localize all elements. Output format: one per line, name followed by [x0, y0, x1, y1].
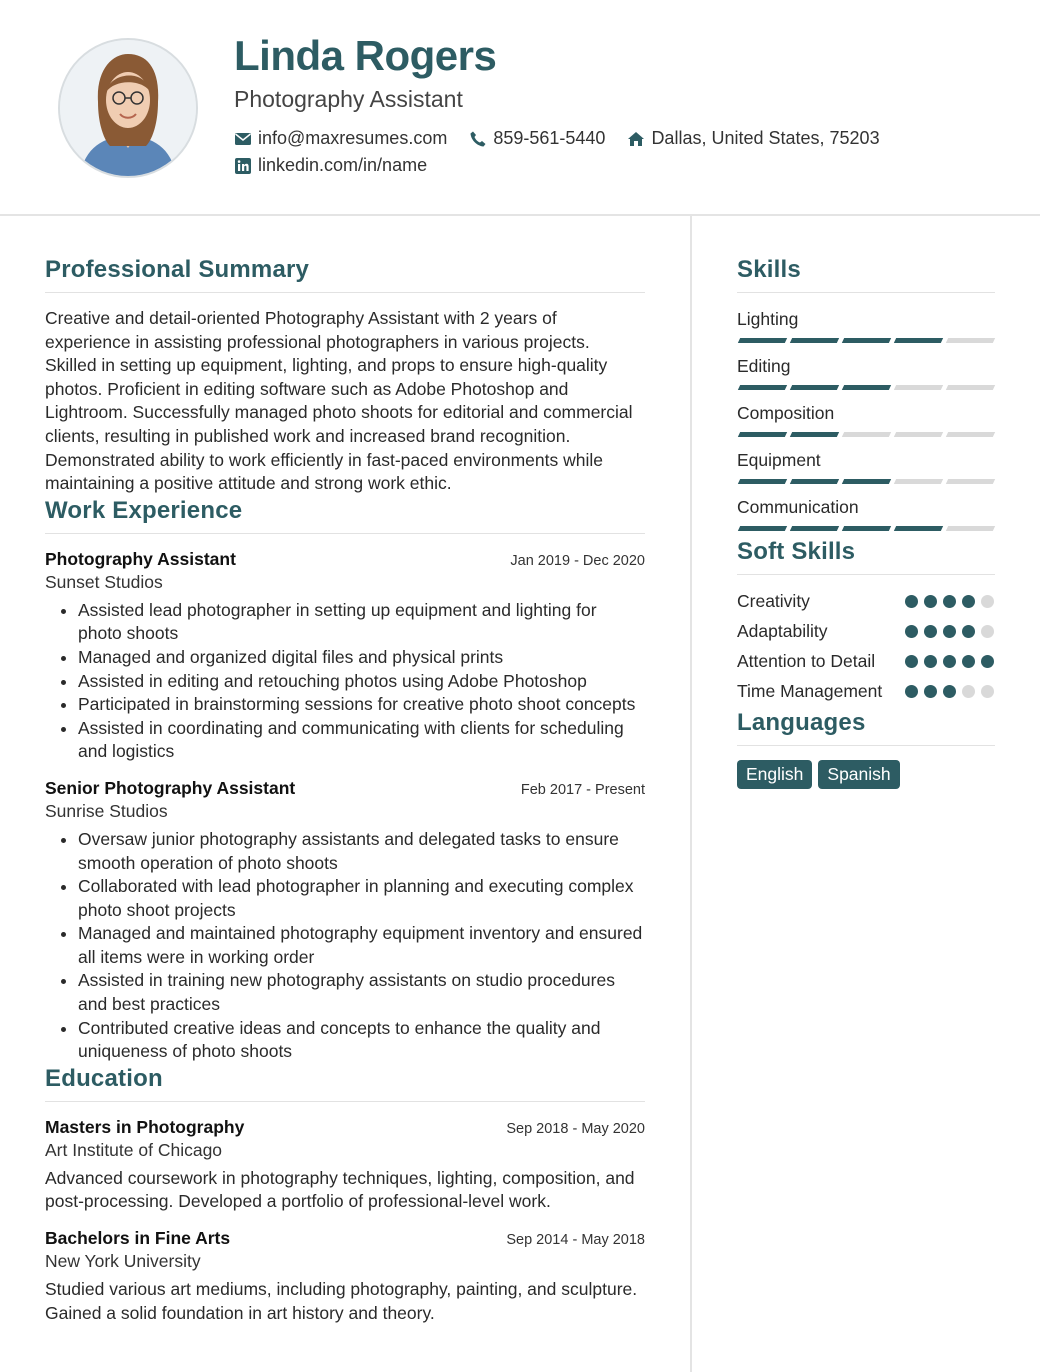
- skill-segment-filled: [790, 385, 839, 390]
- rating-dot-filled: [962, 625, 975, 638]
- skill-segment-filled: [790, 526, 839, 531]
- skill-segment-filled: [738, 526, 787, 531]
- soft-skill-name: Adaptability: [737, 621, 828, 641]
- bullet-item: • Oversaw junior photography assistants and delegated tasks to ensure smooth operation of photo shoots: [78, 828, 645, 875]
- skill-level-bar: [739, 526, 995, 531]
- soft-skill-name: Time Management: [737, 681, 883, 701]
- skill-item: [737, 401, 995, 437]
- rating-dot-filled: [943, 655, 956, 668]
- rating-dot-empty: [962, 685, 975, 698]
- contact-row: [234, 128, 902, 149]
- skill-item: [737, 354, 995, 390]
- linkedin-icon: [234, 157, 252, 175]
- rating-dot-filled: [924, 625, 937, 638]
- rating-dot-filled: [905, 625, 918, 638]
- job-entry-company: Sunrise Studios: [45, 800, 168, 821]
- skill-segment-empty: [946, 338, 995, 343]
- soft-skill-item: [737, 589, 995, 613]
- job-entry: [45, 778, 645, 1064]
- soft-skill-rating: [905, 619, 995, 638]
- skill-segment-empty: [946, 479, 995, 484]
- skill-segment-filled: [894, 338, 943, 343]
- languages-section: [737, 709, 995, 789]
- soft-skills-list: [737, 589, 995, 703]
- candidate-name: Linda Rogers: [234, 32, 497, 79]
- rating-dot-filled: [924, 685, 937, 698]
- phone-icon: [469, 130, 487, 148]
- skill-segment-empty: [946, 432, 995, 437]
- job-entry-company: Sunset Studios: [45, 571, 163, 592]
- skill-segment-empty: [894, 385, 943, 390]
- skill-segment-filled: [738, 479, 787, 484]
- bullet-item: • Managed and organized digital files and physical prints: [78, 646, 645, 670]
- skill-segment-filled: [790, 432, 839, 437]
- skill-segment-filled: [738, 385, 787, 390]
- summary-heading: Professional Summary: [45, 256, 645, 293]
- skill-level-bar: [739, 479, 995, 484]
- skill-segment-filled: [842, 385, 891, 390]
- rating-dot-filled: [905, 685, 918, 698]
- education-dates: Sep 2014 - May 2018: [506, 1232, 645, 1249]
- linkedin-item[interactable]: [234, 155, 427, 176]
- soft-skill-item: [737, 619, 995, 643]
- languages-list: [737, 760, 995, 789]
- profile-photo: [58, 38, 198, 178]
- education-description: Studied various art mediums, including photography, painting, and sculpture. Gained a solid foundation in art history and theory.: [45, 1279, 638, 1323]
- main-column: [45, 256, 645, 1325]
- bullet-item: • Contributed creative ideas and concepts to enhance the quality and uniqueness of photo shoots: [78, 1017, 645, 1064]
- education-degree: Bachelors in Fine Arts: [45, 1228, 231, 1249]
- soft-skills-heading: Soft Skills: [737, 538, 995, 575]
- job-entry-dates: Jan 2019 - Dec 2020: [510, 552, 645, 569]
- column-divider: [690, 216, 692, 1372]
- skill-segment-filled: [842, 526, 891, 531]
- experience-heading: Work Experience: [45, 497, 645, 534]
- bullet-item: • Assisted lead photographer in setting up equipment and lighting for photo shoots: [78, 599, 645, 646]
- education-degree: Masters in Photography: [45, 1116, 245, 1137]
- rating-dot-filled: [905, 595, 918, 608]
- skills-section: [737, 256, 995, 531]
- skill-name: Composition: [737, 403, 835, 423]
- skill-segment-filled: [842, 479, 891, 484]
- language-tag: Spanish: [818, 760, 899, 789]
- rating-dot-empty: [981, 625, 994, 638]
- location-text: Dallas, United States, 75203: [651, 128, 880, 148]
- education-dates: Sep 2018 - May 2020: [506, 1120, 645, 1137]
- skill-segment-empty: [842, 432, 891, 437]
- education-school: New York University: [45, 1251, 201, 1272]
- rating-dot-filled: [943, 685, 956, 698]
- skill-segment-empty: [946, 385, 995, 390]
- profile-photo-illustration: [60, 40, 196, 176]
- location-item: [627, 128, 879, 149]
- job-entry-bullets: [45, 828, 645, 1064]
- phone-text: 859-561-5440: [493, 128, 606, 148]
- email-item[interactable]: [234, 128, 447, 149]
- phone-item[interactable]: [469, 128, 605, 149]
- rating-dot-filled: [981, 655, 994, 668]
- skill-segment-empty: [894, 432, 943, 437]
- job-entry-title: Photography Assistant: [45, 548, 236, 569]
- linkedin-text: linkedin.com/in/name: [258, 155, 428, 175]
- bullet-item: • Collaborated with lead photographer in planning and executing complex photo shoot projects: [78, 875, 645, 922]
- skill-segment-filled: [842, 338, 891, 343]
- soft-skill-item: [737, 649, 995, 673]
- languages-heading: Languages: [737, 709, 995, 746]
- bullet-item: • Managed and maintained photography equipment inventory and ensured all items were in working order: [78, 922, 645, 969]
- skills-heading: Skills: [737, 256, 995, 293]
- skill-segment-empty: [894, 479, 943, 484]
- skill-segment-filled: [790, 479, 839, 484]
- email-text: info@maxresumes.com: [258, 128, 448, 148]
- bullet-item: • Assisted in coordinating and communicating with clients for scheduling and logistics: [78, 717, 645, 764]
- soft-skill-rating: [905, 649, 995, 668]
- sidebar-column: [737, 256, 995, 789]
- rating-dot-filled: [924, 595, 937, 608]
- skills-list: [737, 307, 995, 531]
- soft-skill-name: Attention to Detail: [737, 651, 876, 671]
- education-heading: Education: [45, 1065, 645, 1102]
- rating-dot-empty: [981, 595, 994, 608]
- bullet-item: • Participated in brainstorming sessions for creative photo shoot concepts: [78, 693, 645, 717]
- rating-dot-filled: [943, 595, 956, 608]
- education-section: [45, 1065, 645, 1325]
- soft-skill-item: [737, 679, 995, 703]
- skill-name: Lighting: [737, 309, 799, 329]
- summary-section: [45, 256, 645, 496]
- skill-name: Communication: [737, 497, 859, 517]
- summary-text: Creative and detail-oriented Photography Assistant with 2 years of experience in assisting professional photographers in various projects. Skilled in setting up equipment, lighting, and props to ensure high-quality photos. Proficient in editing software such as Adobe Photoshop and Lightroom. Successfully managed photo shoots for editorial and commercial clients, resulting in published work and increased brand recognition. Demonstrated ability to work efficiently in fast-paced environments while maintaining a positive attitude and strong work ethic.: [45, 308, 633, 494]
- soft-skill-rating: [905, 589, 995, 608]
- skill-segment-empty: [946, 526, 995, 531]
- soft-skill-name: Creativity: [737, 591, 810, 611]
- skill-segment-filled: [738, 432, 787, 437]
- home-icon: [627, 130, 645, 148]
- skill-level-bar: [739, 385, 995, 390]
- rating-dot-filled: [924, 655, 937, 668]
- rating-dot-filled: [962, 655, 975, 668]
- experience-section: [45, 497, 645, 1064]
- resume-header: [0, 0, 1040, 216]
- job-entry-title: Senior Photography Assistant: [45, 777, 296, 798]
- skill-name: Editing: [737, 356, 791, 376]
- language-tag: English: [737, 760, 812, 789]
- skill-name: Equipment: [737, 450, 821, 470]
- rating-dot-filled: [962, 595, 975, 608]
- skill-segment-filled: [894, 526, 943, 531]
- education-school: Art Institute of Chicago: [45, 1139, 223, 1160]
- skill-item: [737, 448, 995, 484]
- contact-row-secondary: [234, 155, 449, 176]
- envelope-icon: [234, 130, 252, 148]
- soft-skills-section: [737, 538, 995, 703]
- rating-dot-filled: [943, 625, 956, 638]
- bullet-item: • Assisted in editing and retouching photos using Adobe Photoshop: [78, 670, 645, 694]
- rating-dot-filled: [905, 655, 918, 668]
- soft-skill-rating: [905, 679, 995, 698]
- job-title: Photography Assistant: [234, 86, 463, 112]
- job-entry-dates: Feb 2017 - Present: [520, 781, 645, 798]
- education-entry: [45, 1117, 645, 1214]
- skill-level-bar: [739, 338, 995, 343]
- skill-item: [737, 307, 995, 343]
- skill-item: [737, 495, 995, 531]
- education-entry: [45, 1228, 645, 1325]
- skill-level-bar: [739, 432, 995, 437]
- skill-segment-filled: [738, 338, 787, 343]
- job-entry-bullets: [45, 599, 645, 764]
- job-entry: [45, 549, 645, 764]
- skill-segment-filled: [790, 338, 839, 343]
- rating-dot-empty: [981, 685, 994, 698]
- bullet-item: • Assisted in training new photography assistants on studio procedures and best practices: [78, 969, 645, 1016]
- education-description: Advanced coursework in photography techniques, lighting, composition, and post-processing. Developed a portfolio of professional-level work.: [45, 1167, 635, 1212]
